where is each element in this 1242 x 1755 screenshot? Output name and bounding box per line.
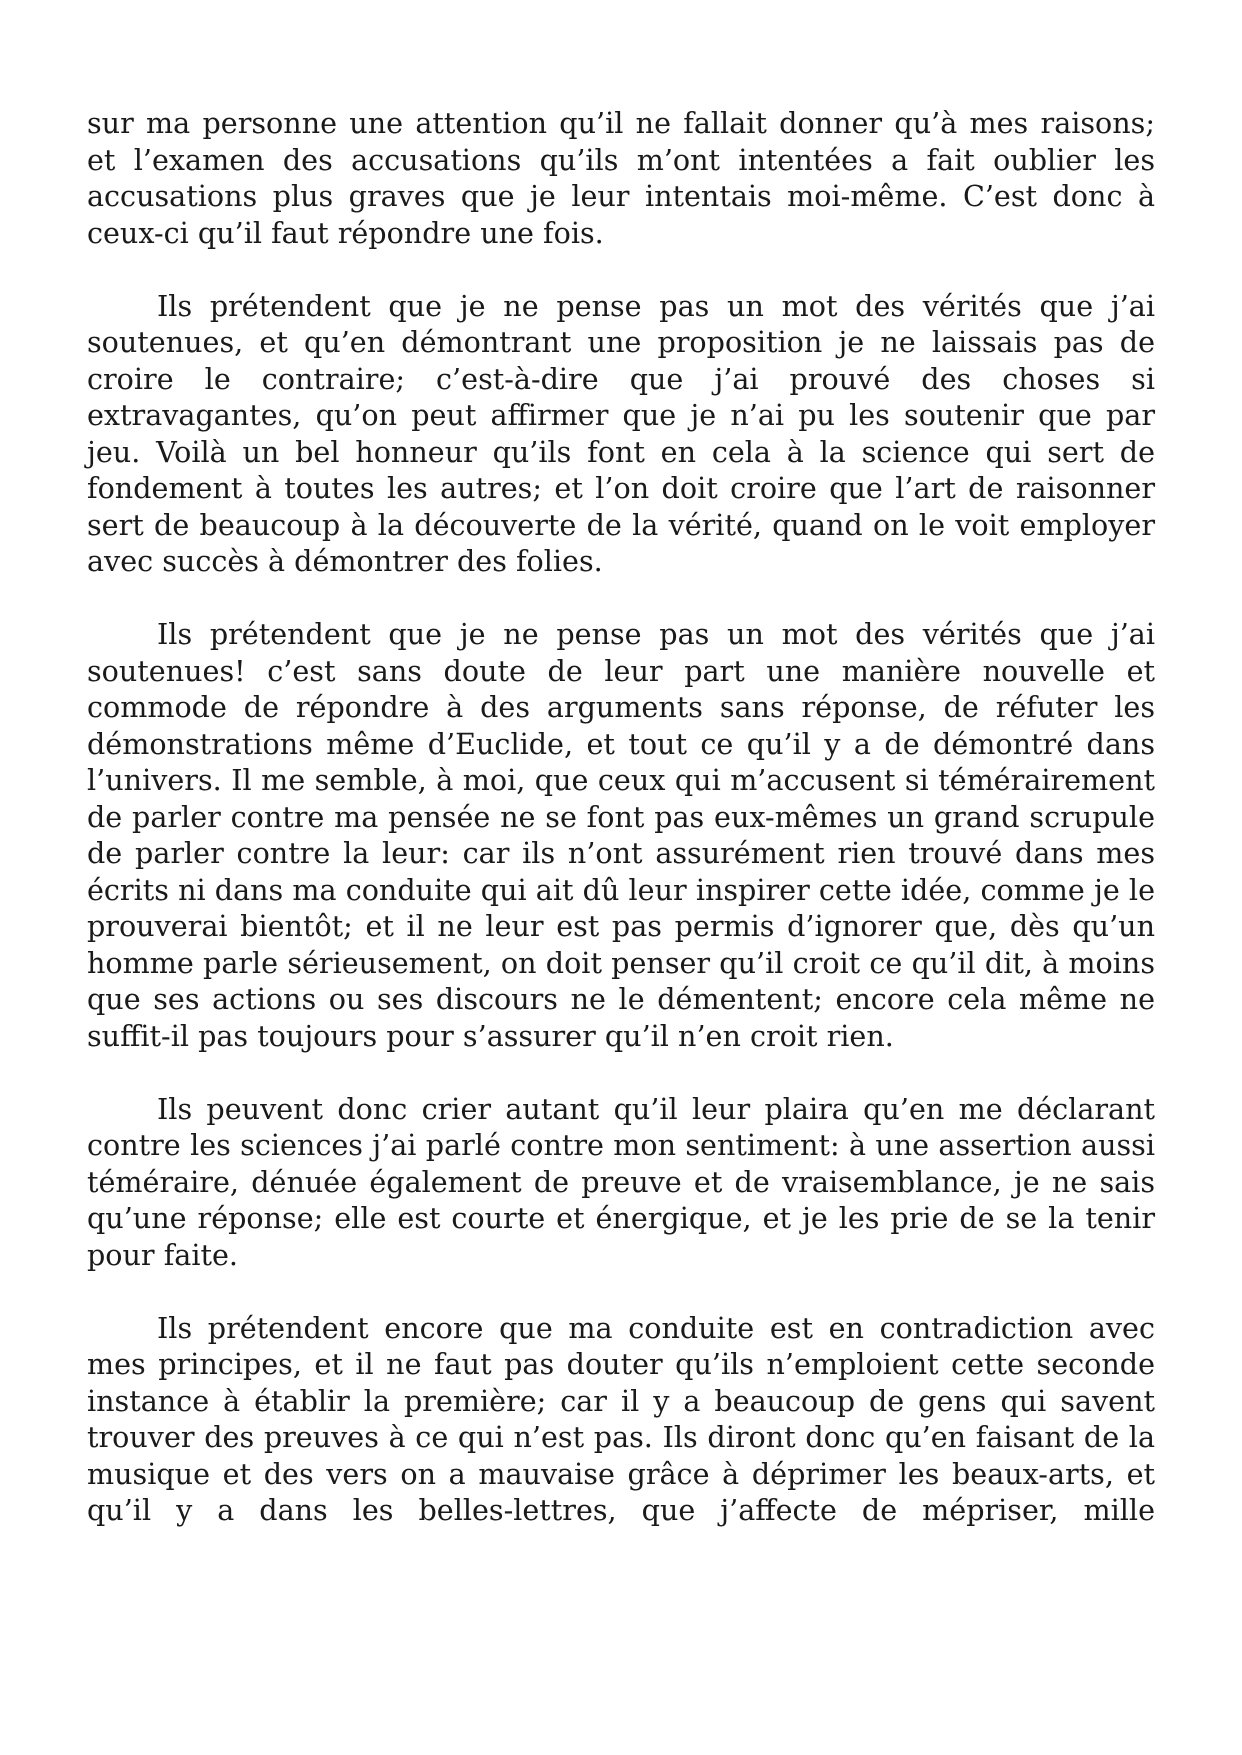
paragraph-3: Ils prétendent que je ne pense pas un mot des vérités que j’ai soutenues! c’est sans doute de leur part une manière nouvelle et commode de répondre à des arguments sans réponse, de réfuter les démonstrations même d’Euclide, et tout ce qu’il y a de démontré dans l’univers. Il me semble, à moi, que ceux qui m’accusent si témérairement de parler contre ma pensée ne se font pas eux-mêmes un grand scrupule de parler contre la leur: car ils n’ont assurément rien trouvé dans mes écrits ni dans ma conduite qui ait dû leur inspirer cette idée, comme je le prouverai bientôt; et il ne leur est pas permis d’ignorer que, dès qu’un homme parle sérieusement, on doit penser qu’il croit ce qu’il dit, à moins que ses actions ou ses discours ne le démentent; encore cela même ne suffit-il pas toujours pour s’assurer qu’il n’en croit rien. — [87, 617, 1155, 1053]
paragraph-1: sur ma personne une attention qu’il ne fallait donner qu’à mes raisons; et l’examen des accusations qu’ils m’ont intentées a fait oublier les accusations plus graves que je leur intentais moi-même. C’est donc à ceux-ci qu’il faut répondre une fois. — [87, 106, 1155, 250]
paragraph-2: Ils prétendent que je ne pense pas un mot des vérités que j’ai soutenues, et qu’en démontrant une proposition je ne laissais pas de croire le contraire; c’est-à-dire que j’ai prouvé des choses si extravagantes, qu’on peut affirmer que je n’ai pu les soutenir que par jeu. Voilà un bel honneur qu’ils font en cela à la science qui sert de fondement à toutes les autres; et l’on doit croire que l’art de raisonner sert de beaucoup à la découverte de la vérité, quand on le voit employer avec succès à démontrer des folies. — [87, 288, 1155, 578]
document-page — [87, 105, 1155, 1565]
paragraph-5: Ils prétendent encore que ma conduite est en contradiction avec mes principes, et il ne faut pas douter qu’ils n’emploient cette seconde instance à établir la première; car il y a beaucoup de gens qui savent trouver des preuves à ce qui n’est pas. Ils diront donc qu’en faisant de la musique et des vers on a mauvaise grâce à déprimer les beaux-arts, et qu’il y a dans les belles-lettres, que j’affecte de mépriser, mille — [87, 1310, 1155, 1527]
paragraph-4: Ils peuvent donc crier autant qu’il leur plaira qu’en me déclarant contre les sciences j’ai parlé contre mon sentiment: à une assertion aussi téméraire, dénuée également de preuve et de vraisemblance, je ne sais qu’une réponse; elle est courte et énergique, et je les prie de se la tenir pour faite. — [87, 1091, 1155, 1272]
